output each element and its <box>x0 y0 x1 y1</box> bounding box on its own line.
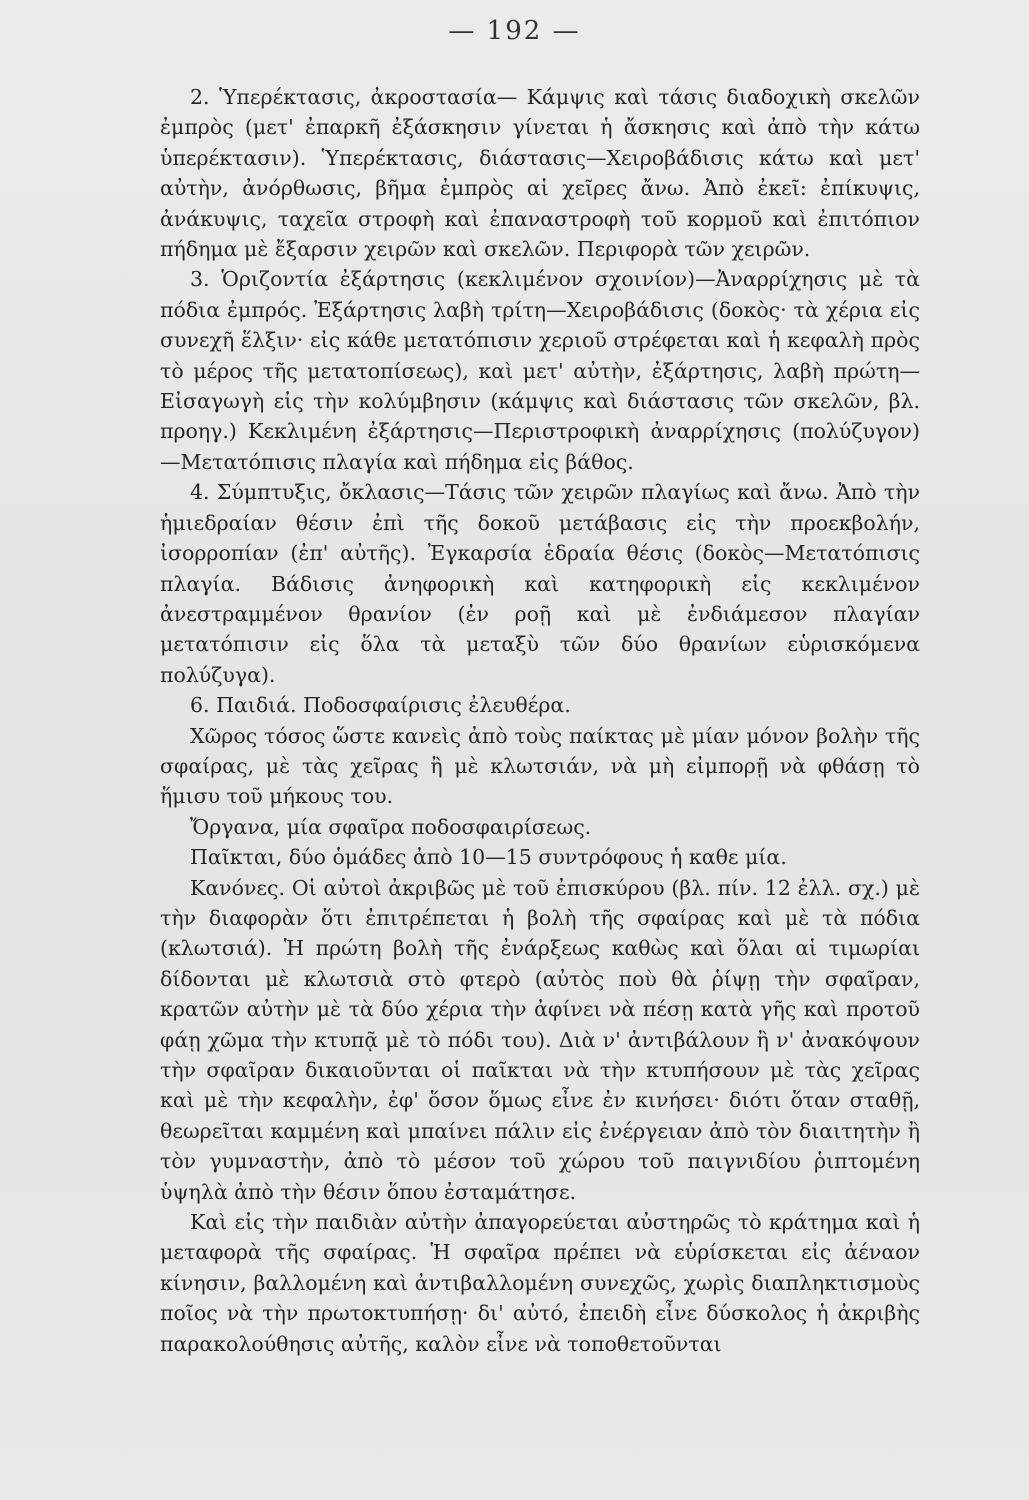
page-number: — 192 — <box>448 16 581 46</box>
paragraph-ball-holding: Καὶ εἰς τὴν παιδιὰν αὐτὴν ἀπαγορεύεται αὐστηρῶς τὸ κράτημα καὶ ἡ μεταφορὰ τῆς σφαίρας. Ἡ σφαῖρα πρέπει νὰ εὑρίσκεται εἰς ἀέναον κίνησιν, βαλλομένη καὶ ἀντιβαλλομένη συνεχῶς, χωρὶς διαπληκτισμοὺς ποῖος νὰ τὴν πρωτοκτυπήσῃ· δι' αὐτό, ἐπειδὴ εἶνε δύσκολος ἡ ἀκριβὴς παρακολούθησις αὐτῆς, καλὸν εἶνε νὰ τοποθετοῦνται <box>160 1210 920 1356</box>
paragraph-field: Χῶρος τόσος ὥστε κανεὶς ἀπὸ τοὺς παίκτας μὲ μίαν μόνον βολὴν τῆς σφαίρας, μὲ τὰς χεῖρας ἢ μὲ κλωτσιάν, νὰ μὴ εἰμπορῇ νὰ φθάσῃ τὸ ἥμισυ τοῦ μήκους του. <box>160 723 920 809</box>
paragraph-game-heading: 6. Παιδιά. Ποδοσφαίρισις ἐλευθέρα. <box>190 693 571 718</box>
body-text <box>160 82 920 1359</box>
paragraph-hyperextension: 2. Ὑπερέκτασις, ἀκροστασία— Κάμψις καὶ τάσις διαδοχικὴ σκελῶν ἐμπρὸς (μετ' ἐπαρκῆ ἐξάσκησιν γίνεται ἡ ἄσκησις καὶ ἀπὸ τὴν κάτω ὑπερέκτασιν). Ὑπερέκτασις, διάστασις—Χειροβάδισις κάτω καὶ μετ' αὐτὴν, ἀνόρθωσις, βῆμα ἐμπρὸς αἱ χεῖρες ἄνω. Ἀπὸ ἐκεῖ: ἐπίκυψις, ἀνάκυψις, ταχεῖα στροφὴ καὶ ἐπαναστροφὴ τοῦ κορμοῦ καὶ ἐπιτόπιον πήδημα μὲ ἔξαρσιν χειρῶν καὶ σκελῶν. Περιφορὰ τῶν χειρῶν. <box>160 85 920 262</box>
paragraph-equipment: Ὄργανα, μία σφαῖρα ποδοσφαιρίσεως. <box>190 814 592 839</box>
paragraph-players: Παῖκται, δύο ὁμάδες ἀπὸ 10—15 συντρόφους ἡ καθε μία. <box>190 845 787 870</box>
paragraph-rules: Κανόνες. Οἱ αὐτοὶ ἀκριβῶς μὲ τοῦ ἐπισκύρου (βλ. πίν. 12 ἐλλ. σχ.) μὲ τὴν διαφορὰν ὅτι ἐπιτρέπεται ἡ βολὴ τῆς σφαίρας καὶ μὲ τὰ πόδια (κλωτσιά). Ἡ πρώτη βολὴ τῆς ἐνάρξεως καθὼς καὶ ὅλαι αἱ τιμωρίαι δίδονται μὲ κλωτσιὰ στὸ φτερὸ (αὐτὸς ποὺ θὰ ῥίψῃ τὴν σφαῖραν, κρατῶν αὐτὴν μὲ τὰ δύο χέρια τὴν ἀφίνει νὰ πέσῃ κατὰ γῆς καὶ προτοῦ φάῃ χῶμα τὴν κτυπᾷ μὲ τὸ πόδι του). Διὰ ν' ἀντιβάλουν ἢ ν' ἀνακόψουν τὴν σφαῖραν δικαιοῦνται οἱ παῖκται νὰ τὴν κτυπήσουν μὲ τὰς χεῖρας καὶ μὲ τὴν κεφαλὴν, ἐφ' ὅσον ὅμως εἶνε ἐν κινήσει· διότι ὅταν σταθῇ, θεωρεῖται καμμένη καὶ μπαίνει πάλιν εἰς ἐνέργειαν ἀπὸ τὸν διαιτητὴν ἢ τὸν γυμναστὴν, ἀπὸ τὸ μέσον τοῦ χώρου τοῦ παιγνιδίου ῥιπτομένη ὑψηλὰ ἀπὸ τὴν θέσιν ὅπου ἐσταμάτησε. <box>160 875 920 1204</box>
paragraph-crouch: 4. Σύμπτυξις, ὄκλασις—Τάσις τῶν χειρῶν πλαγίως καὶ ἄνω. Ἀπὸ τὴν ἡμιεδραίαν θέσιν ἐπὶ τῆς δοκοῦ μετάβασις εἰς τὴν προεκβολήν, ἰσορροπίαν (ἐπ' αὐτῆς). Ἐγκαρσία ἑδραία θέσις (δοκὸς—Μετατόπισις πλαγία. Βάδισις ἀνηφορικὴ καὶ κατηφορικὴ εἰς κεκλιμένον ἀνεστραμμένον θρανίον (ἐν ροῇ καὶ μὲ ἐνδιάμεσον πλαγίαν μετατόπισιν εἰς ὅλα τὰ μεταξὺ τῶν δύο θρανίων εὑρισκόμενα πολύζυγα). <box>160 480 920 687</box>
paragraph-horizontal-suspension: 3. Ὁριζοντία ἐξάρτησις (κεκλιμένον σχοινίον)—Ἀναρρίχησις μὲ τὰ πόδια ἐμπρός. Ἐξάρτησις λαβὴ τρίτη—Χειροβάδισις (δοκὸς· τὰ χέρια εἰς συνεχῆ ἕλξιν· εἰς κάθε μετατόπισιν χεριοῦ στρέφεται καὶ ἡ κεφαλὴ πρὸς τὸ μέρος τῆς μετατοπίσεως), καὶ μετ' αὐτὴν, ἐξάρτησις, λαβὴ πρώτη—Εἰσαγωγὴ εἰς τὴν κολύμβησιν (κάμψις καὶ διάστασις τῶν σκελῶν, βλ. προηγ.) Κεκλιμένη ἐξάρτησις—Περιστροφικὴ ἀναρρίχησις (πολύζυγον)—Μετατόπισις πλαγία καὶ πήδημα εἰς βάθος. <box>160 267 920 474</box>
